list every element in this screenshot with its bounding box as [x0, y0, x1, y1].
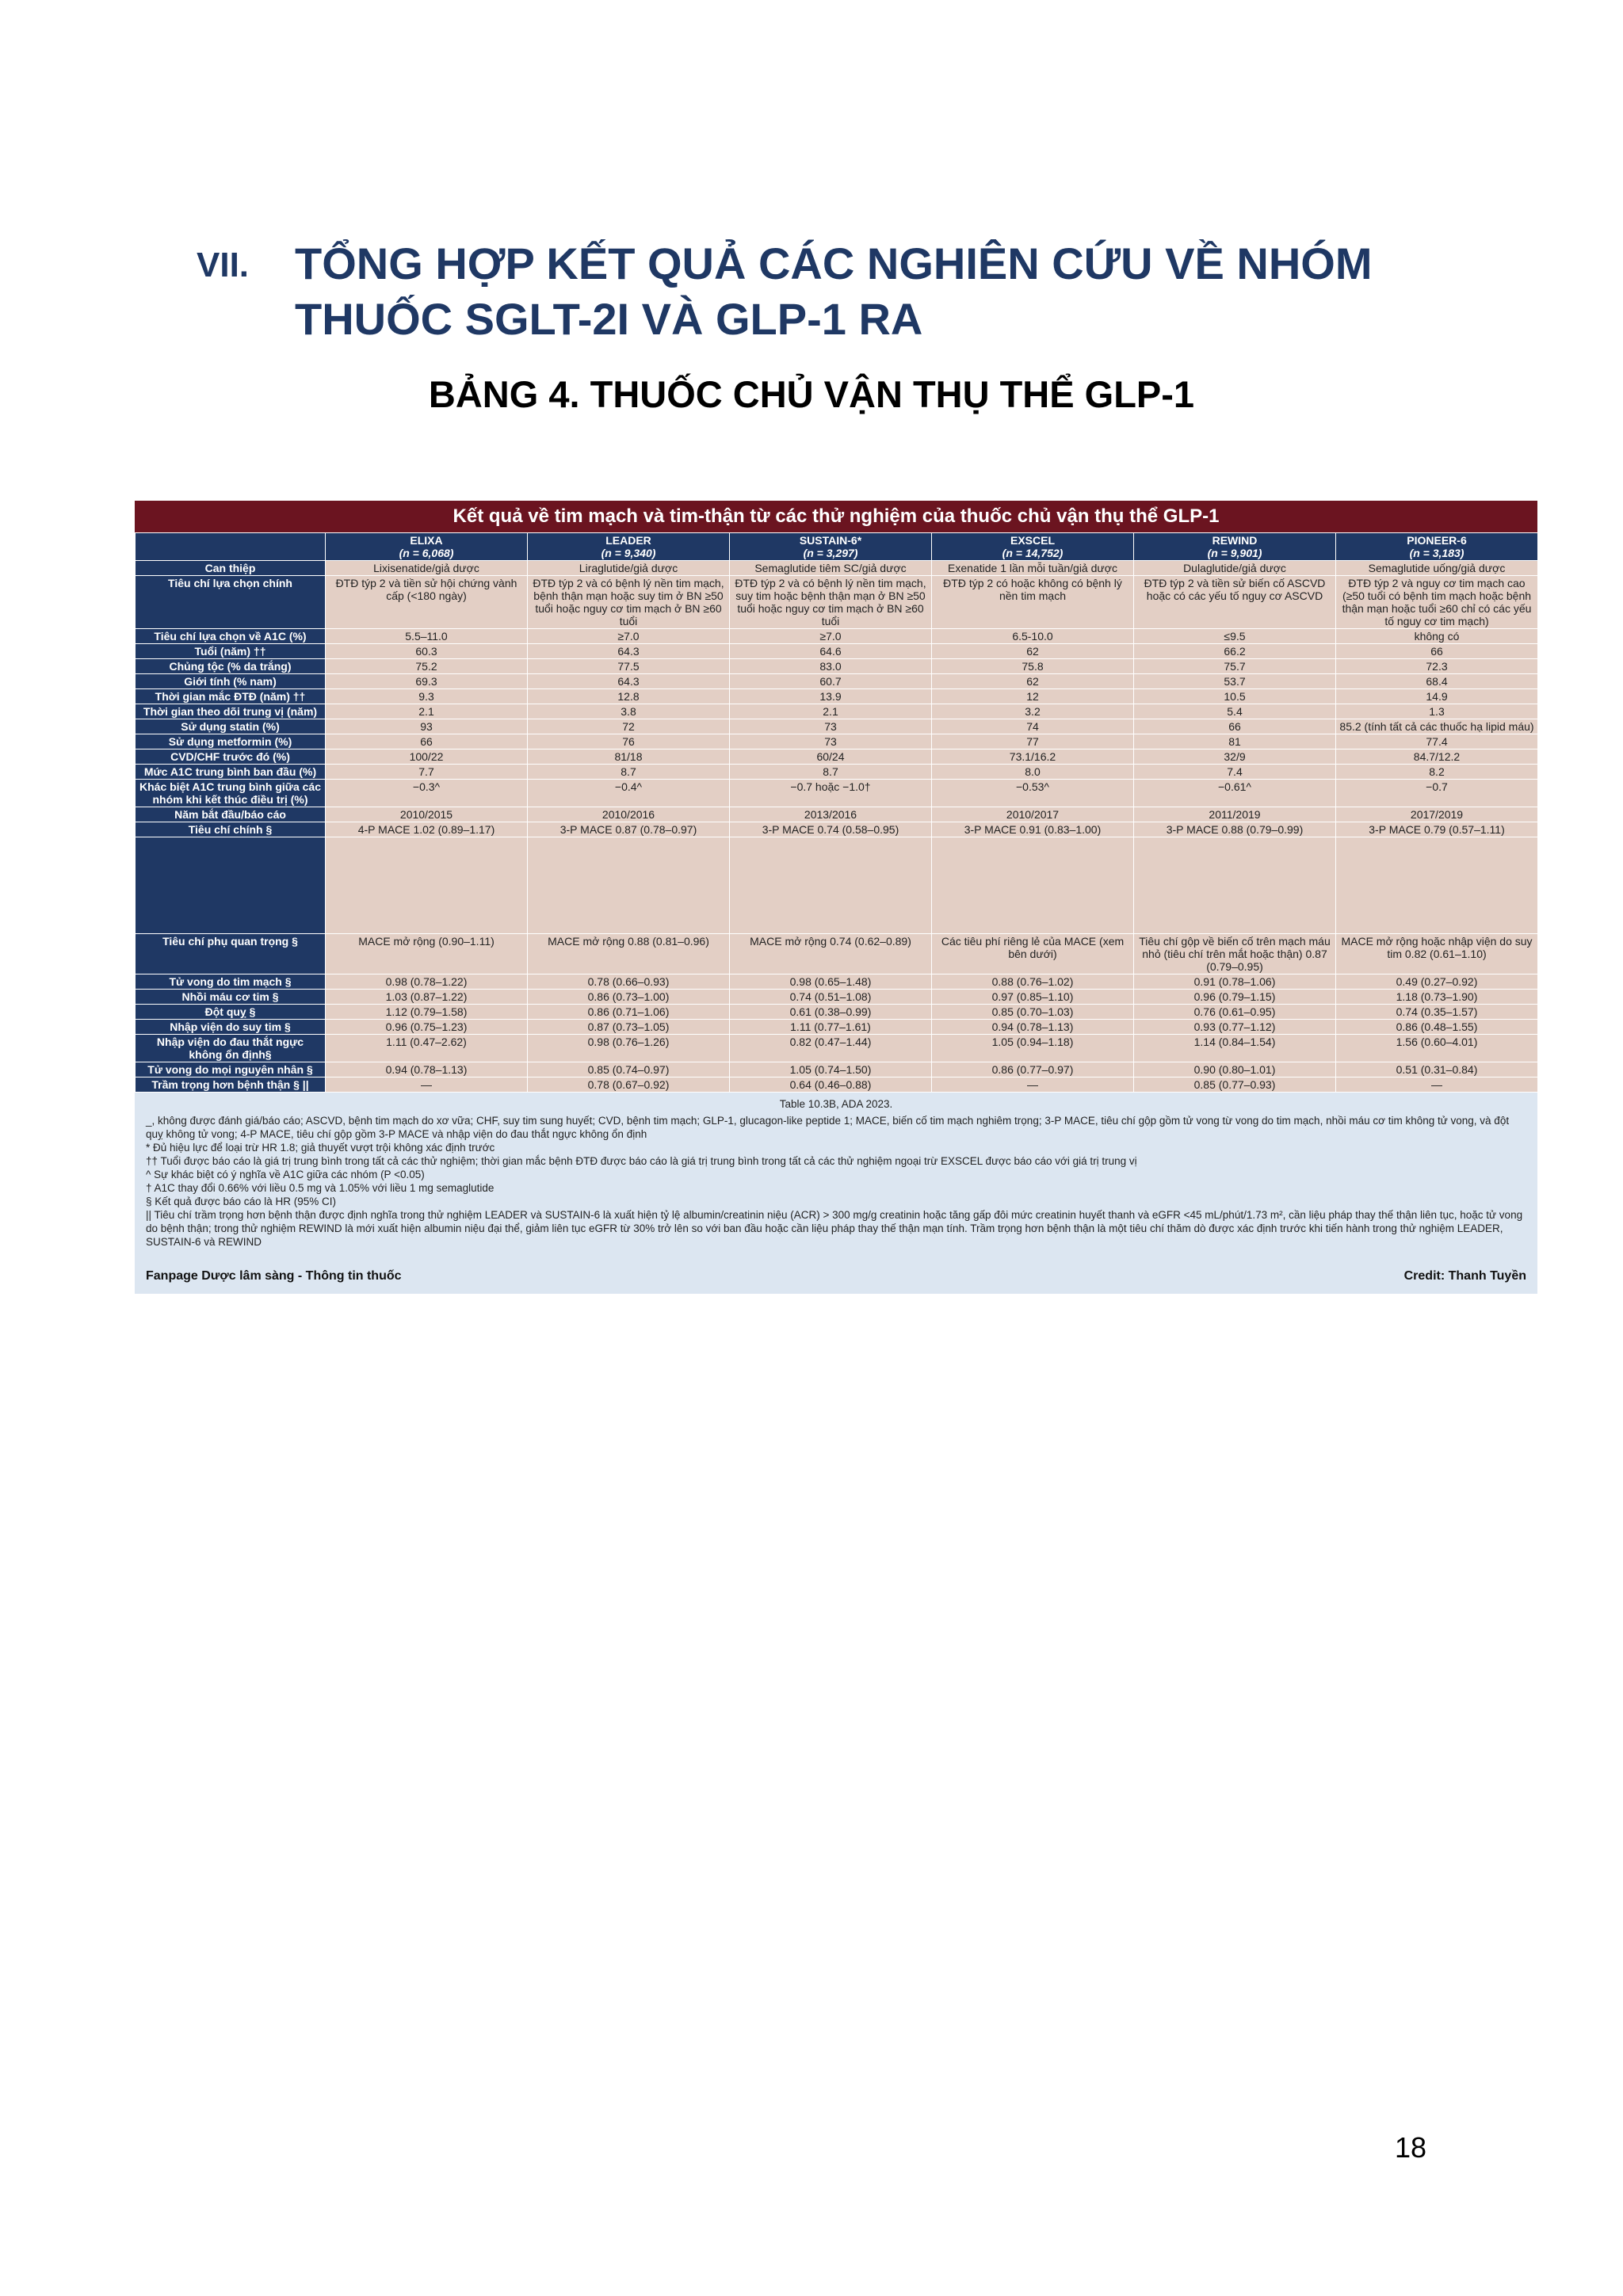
- table-cell: [528, 837, 730, 934]
- column-header: [1336, 533, 1538, 561]
- table-cell: [1134, 837, 1336, 934]
- table-cell: MACE mở rộng 0.88 (0.81–0.96): [528, 934, 730, 974]
- trial-n: (n = 14,752): [1002, 547, 1064, 559]
- table-cell: —: [932, 1077, 1134, 1093]
- row-label: Tử vong do mọi nguyên nhân §: [136, 1062, 326, 1077]
- table-cell: Semaglutide uống/giả dược: [1336, 561, 1538, 576]
- table-row: [136, 1035, 1538, 1062]
- table-cell: 53.7: [1134, 674, 1336, 689]
- row-label: Năm bắt đầu/báo cáo: [136, 807, 326, 822]
- table-cell: 2011/2019: [1134, 807, 1336, 822]
- table-cell: 64.6: [730, 644, 932, 659]
- table-source: Table 10.3B, ADA 2023.: [779, 1098, 893, 1110]
- table-cell: 2017/2019: [1336, 807, 1538, 822]
- table-cell: 2010/2015: [326, 807, 528, 822]
- table-cell: 81/18: [528, 749, 730, 765]
- table-cell: 0.51 (0.31–0.84): [1336, 1062, 1538, 1077]
- row-label: Giới tính (% nam): [136, 674, 326, 689]
- table-row: [136, 561, 1538, 576]
- table-cell: 5.4: [1134, 704, 1336, 719]
- results-grid: [135, 532, 1538, 1093]
- table-cell: 1.12 (0.79–1.58): [326, 1005, 528, 1020]
- row-label: Can thiệp: [136, 561, 326, 576]
- table-cell: 77.5: [528, 659, 730, 674]
- table-row: [136, 807, 1538, 822]
- table-row: [136, 749, 1538, 765]
- table-cell: ≥7.0: [730, 629, 932, 644]
- table-cell: 72.3: [1336, 659, 1538, 674]
- row-label: Đột quỵ §: [136, 1005, 326, 1020]
- table-cell: Semaglutide tiêm SC/giả dược: [730, 561, 932, 576]
- row-label: Khác biệt A1C trung bình giữa các nhóm khi kết thúc điều trị (%): [136, 780, 326, 807]
- table-cell: 83.0: [730, 659, 932, 674]
- table-cell: 72: [528, 719, 730, 734]
- row-label: Sử dụng metformin (%): [136, 734, 326, 749]
- table-cell: Exenatide 1 lần mỗi tuần/giả dược: [932, 561, 1134, 576]
- table-row: [136, 1020, 1538, 1035]
- column-header: [1134, 533, 1336, 561]
- table-cell: 3-P MACE 0.79 (0.57–1.11): [1336, 822, 1538, 837]
- table-cell: 3-P MACE 0.87 (0.78–0.97): [528, 822, 730, 837]
- row-label: Tiêu chí lựa chọn chính: [136, 576, 326, 629]
- row-label: Tiêu chí phụ quan trọng §: [136, 934, 326, 974]
- table-row: [136, 734, 1538, 749]
- header-corner: [136, 533, 326, 561]
- table-cell: 60/24: [730, 749, 932, 765]
- table-cell: 8.0: [932, 765, 1134, 780]
- table-row: [136, 659, 1538, 674]
- row-label: Nhập viện do suy tim §: [136, 1020, 326, 1035]
- table-row: [136, 719, 1538, 734]
- table-cell: −0.61^: [1134, 780, 1336, 807]
- trial-n: (n = 9,901): [1207, 547, 1262, 559]
- table-cell: 3-P MACE 0.88 (0.79–0.99): [1134, 822, 1336, 837]
- table-cell: 1.11 (0.47–2.62): [326, 1035, 528, 1062]
- table-cell: 0.98 (0.65–1.48): [730, 974, 932, 990]
- table-cell: Liraglutide/giả dược: [528, 561, 730, 576]
- table-cell: 0.94 (0.78–1.13): [326, 1062, 528, 1077]
- table-cell: 12.8: [528, 689, 730, 704]
- column-header-row: [136, 533, 1538, 561]
- table-cell: 74: [932, 719, 1134, 734]
- table-body: [136, 561, 1538, 1093]
- fanpage-label: Fanpage Dược lâm sàng - Thông tin thuốc: [146, 1269, 402, 1283]
- table-cell: Lixisenatide/giả dược: [326, 561, 528, 576]
- table-cell: 1.3: [1336, 704, 1538, 719]
- table-cell: 73.1/16.2: [932, 749, 1134, 765]
- page-number: 18: [1395, 2131, 1427, 2164]
- table-cell: 3-P MACE 0.74 (0.58–0.95): [730, 822, 932, 837]
- trial-n: (n = 3,183): [1409, 547, 1465, 559]
- table-cell: 0.91 (0.78–1.06): [1134, 974, 1336, 990]
- table-title: Kết quả về tim mạch và tim-thận từ các thử nghiệm của thuốc chủ vận thụ thể GLP-1: [135, 501, 1537, 532]
- row-label: Sử dụng statin (%): [136, 719, 326, 734]
- trial-name: PIONEER-6: [1407, 534, 1467, 547]
- table-row: [136, 1062, 1538, 1077]
- table-cell: 81: [1134, 734, 1336, 749]
- table-cell: 1.14 (0.84–1.54): [1134, 1035, 1336, 1062]
- table-cell: ĐTĐ týp 2 và có bệnh lý nền tim mạch, suy tim hoặc bệnh thận mạn ở BN ≥50 tuổi hoặc nguy cơ tim mạch ở BN ≥60 tuổi: [730, 576, 932, 629]
- table-cell: 0.85 (0.70–1.03): [932, 1005, 1134, 1020]
- table-cell: 10.5: [1134, 689, 1336, 704]
- table-cell: −0.4^: [528, 780, 730, 807]
- table-cell: [730, 837, 932, 934]
- column-header: [730, 533, 932, 561]
- table-cell: 3.2: [932, 704, 1134, 719]
- column-header: [932, 533, 1134, 561]
- table-cell: 7.7: [326, 765, 528, 780]
- table-cell: —: [1336, 1077, 1538, 1093]
- glp1-results-table: [135, 501, 1537, 1294]
- table-cell: 0.96 (0.75–1.23): [326, 1020, 528, 1035]
- table-cell: 76: [528, 734, 730, 749]
- table-cell: 84.7/12.2: [1336, 749, 1538, 765]
- table-row: [136, 765, 1538, 780]
- trial-n: (n = 6,068): [399, 547, 454, 559]
- table-cell: 62: [932, 644, 1134, 659]
- row-label: Trầm trọng hơn bệnh thận § ||: [136, 1077, 326, 1093]
- table-cell: 0.86 (0.73–1.00): [528, 990, 730, 1005]
- table-row: [136, 689, 1538, 704]
- table-cell: 0.94 (0.78–1.13): [932, 1020, 1134, 1035]
- table-cell: 12: [932, 689, 1134, 704]
- trial-n: (n = 9,340): [601, 547, 656, 559]
- table-cell: —: [326, 1077, 528, 1093]
- row-label: Mức A1C trung bình ban đầu (%): [136, 765, 326, 780]
- table-cell: 0.86 (0.77–0.97): [932, 1062, 1134, 1077]
- table-cell: 60.3: [326, 644, 528, 659]
- table-cell: 0.88 (0.76–1.02): [932, 974, 1134, 990]
- note-line: || Tiêu chí trầm trọng hơn bệnh thận được định nghĩa trong thử nghiệm LEADER và SUSTAIN-6 là xuất hiện tỷ lệ albumin/creatinin niệu (ACR) > 300 mg/g creatinin hoặc tăng gấp đôi mức creatinin huyết thanh và eGFR <45 mL/phút/1.73 m², cần liệu pháp thay thế thận liên tục, hoặc tử vong do bệnh thận; trong thử nghiệm REWIND là mới xuất hiện albumin niệu đại thể, giảm liên tục eGFR từ 30% trở lên so với ban đầu hoặc cần liệu pháp thay thế thận mạn tính. Trầm trọng hơn bệnh thận là một tiêu chí thăm dò được xác định trước khi tiến hành trong thử nghiệm LEADER, SUSTAIN-6 và REWIND: [146, 1209, 1523, 1248]
- table-cell: 4-P MACE 1.02 (0.89–1.17): [326, 822, 528, 837]
- table-cell: 0.97 (0.85–1.10): [932, 990, 1134, 1005]
- table-cell: 9.3: [326, 689, 528, 704]
- table-row: [136, 837, 1538, 934]
- credit-label: Credit: Thanh Tuyền: [1403, 1269, 1526, 1283]
- table-cell: [326, 837, 528, 934]
- table-row: [136, 934, 1538, 974]
- table-cell: 1.05 (0.94–1.18): [932, 1035, 1134, 1062]
- table-cell: 6.5-10.0: [932, 629, 1134, 644]
- table-cell: Các tiêu phí riêng lẻ của MACE (xem bên dưới): [932, 934, 1134, 974]
- table-cell: 100/22: [326, 749, 528, 765]
- table-subtitle: BẢNG 4. THUỐC CHỦ VẬN THỤ THỂ GLP-1: [428, 373, 1195, 415]
- table-cell: 0.85 (0.74–0.97): [528, 1062, 730, 1077]
- table-cell: Tiêu chí gộp về biến cố trên mạch máu nhỏ (tiêu chí trên mắt hoặc thận) 0.87 (0.79–0.95): [1134, 934, 1336, 974]
- table-cell: 66: [326, 734, 528, 749]
- table-cell: −0.7 hoặc −1.0†: [730, 780, 932, 807]
- table-cell: ≥7.0: [528, 629, 730, 644]
- table-cell: 0.86 (0.71–1.06): [528, 1005, 730, 1020]
- table-cell: 1.05 (0.74–1.50): [730, 1062, 932, 1077]
- table-cell: 66: [1134, 719, 1336, 734]
- note-line: † A1C thay đổi 0.66% với liều 0.5 mg và 1.05% với liều 1 mg semaglutide: [146, 1182, 495, 1194]
- table-notes: [135, 1093, 1537, 1294]
- table-cell: 77: [932, 734, 1134, 749]
- section-title: TỔNG HỢP KẾT QUẢ CÁC NGHIÊN CỨU VỀ NHÓM THUỐC SGLT-2I VÀ GLP-1 RA: [295, 238, 1373, 344]
- table-cell: 0.93 (0.77–1.12): [1134, 1020, 1336, 1035]
- table-cell: MACE mở rộng (0.90–1.11): [326, 934, 528, 974]
- column-header: [326, 533, 528, 561]
- table-cell: không có: [1336, 629, 1538, 644]
- table-cell: −0.53^: [932, 780, 1134, 807]
- row-label: Thời gian theo dõi trung vị (năm): [136, 704, 326, 719]
- table-cell: 0.85 (0.77–0.93): [1134, 1077, 1336, 1093]
- table-cell: 8.7: [730, 765, 932, 780]
- table-cell: 60.7: [730, 674, 932, 689]
- table-cell: ĐTĐ týp 2 và tiền sử hội chứng vành cấp (<180 ngày): [326, 576, 528, 629]
- table-cell: ĐTĐ týp 2 và nguy cơ tim mạch cao (≥50 tuổi có bệnh tim mạch hoặc bệnh thận mạn hoặc tuổi ≥60 chỉ có các yếu tố nguy cơ tim mạch): [1336, 576, 1538, 629]
- table-cell: ĐTĐ týp 2 và tiền sử biến cố ASCVD hoặc có các yếu tố nguy cơ ASCVD: [1134, 576, 1336, 629]
- row-label: Tiêu chí chính §: [136, 822, 326, 837]
- table-cell: 14.9: [1336, 689, 1538, 704]
- section-number: VII.: [197, 246, 250, 284]
- column-header: [528, 533, 730, 561]
- table-cell: 0.87 (0.73–1.05): [528, 1020, 730, 1035]
- table-cell: ĐTĐ týp 2 và có bệnh lý nền tim mạch, bệnh thận mạn hoặc suy tim ở BN ≥50 tuổi hoặc nguy cơ tim mạch ở BN ≥60 tuổi: [528, 576, 730, 629]
- table-cell: 0.61 (0.38–0.99): [730, 1005, 932, 1020]
- table-cell: 73: [730, 719, 932, 734]
- note-line: § Kết quả được báo cáo là HR (95% CI): [146, 1196, 337, 1207]
- table-row: [136, 576, 1538, 629]
- table-cell: 66: [1336, 644, 1538, 659]
- trial-name: ELIXA: [410, 534, 443, 547]
- table-cell: 8.2: [1336, 765, 1538, 780]
- table-cell: 2010/2016: [528, 807, 730, 822]
- table-cell: 13.9: [730, 689, 932, 704]
- table-cell: 2.1: [730, 704, 932, 719]
- table-row: [136, 780, 1538, 807]
- table-cell: 3-P MACE 0.91 (0.83–1.00): [932, 822, 1134, 837]
- table-cell: 1.18 (0.73–1.90): [1336, 990, 1538, 1005]
- trial-name: EXSCEL: [1010, 534, 1055, 547]
- table-row: [136, 644, 1538, 659]
- table-row: [136, 990, 1538, 1005]
- trial-name: SUSTAIN-6*: [799, 534, 862, 547]
- table-cell: −0.7: [1336, 780, 1538, 807]
- table-cell: ≤9.5: [1134, 629, 1336, 644]
- table-cell: MACE mở rộng 0.74 (0.62–0.89): [730, 934, 932, 974]
- table-cell: 62: [932, 674, 1134, 689]
- table-cell: 66.2: [1134, 644, 1336, 659]
- table-cell: 64.3: [528, 644, 730, 659]
- table-row: [136, 822, 1538, 837]
- table-cell: 2010/2017: [932, 807, 1134, 822]
- note-line: * Đủ hiệu lực để loại trừ HR 1.8; giả thuyết vượt trội không xác định trước: [146, 1142, 495, 1154]
- table-cell: 75.8: [932, 659, 1134, 674]
- note-line: ^ Sự khác biệt có ý nghĩa về A1C giữa các nhóm (P <0.05): [146, 1169, 425, 1180]
- table-cell: 77.4: [1336, 734, 1538, 749]
- note-line: _, không được đánh giá/báo cáo; ASCVD, bệnh tim mạch do xơ vữa; CHF, suy tim sung huyết; CVD, bệnh tim mạch; GLP-1, glucagon-like peptide 1; MACE, biến cố tim mạch nghiêm trọng; 3-P MACE, tiêu chí gộp gồm tử vong từ vong do tim mạch, nhồi máu cơ tim không tử vong, và đột quỵ không tử vong; 4-P MACE, tiêu chí gộp gồm 3-P MACE và nhập viện do đau thắt ngực không ổn định: [146, 1115, 1510, 1140]
- row-label: Thời gian mắc ĐTĐ (năm) ††: [136, 689, 326, 704]
- table-cell: 0.78 (0.66–0.93): [528, 974, 730, 990]
- table-cell: 69.3: [326, 674, 528, 689]
- table-cell: 32/9: [1134, 749, 1336, 765]
- row-label: Tử vong do tim mạch §: [136, 974, 326, 990]
- table-cell: 0.86 (0.48–1.55): [1336, 1020, 1538, 1035]
- table-row: [136, 629, 1538, 644]
- table-cell: 2013/2016: [730, 807, 932, 822]
- table-cell: 75.7: [1134, 659, 1336, 674]
- notes-footer: [146, 1269, 1526, 1283]
- row-label: Chủng tộc (% da trắng): [136, 659, 326, 674]
- table-cell: [932, 837, 1134, 934]
- table-row: [136, 1005, 1538, 1020]
- trial-name: REWIND: [1212, 534, 1258, 547]
- table-cell: 1.11 (0.77–1.61): [730, 1020, 932, 1035]
- table-cell: 1.56 (0.60–4.01): [1336, 1035, 1538, 1062]
- table-row: [136, 974, 1538, 990]
- table-cell: 1.03 (0.87–1.22): [326, 990, 528, 1005]
- row-label: [136, 837, 326, 934]
- table-cell: 0.90 (0.80–1.01): [1134, 1062, 1336, 1077]
- table-cell: [1336, 837, 1538, 934]
- table-cell: 0.76 (0.61–0.95): [1134, 1005, 1336, 1020]
- table-cell: 75.2: [326, 659, 528, 674]
- table-cell: ĐTĐ týp 2 có hoặc không có bệnh lý nền tim mạch: [932, 576, 1134, 629]
- table-cell: 3.8: [528, 704, 730, 719]
- row-label: Tuổi (năm) ††: [136, 644, 326, 659]
- table-row: [136, 1077, 1538, 1093]
- table-cell: 0.98 (0.76–1.26): [528, 1035, 730, 1062]
- table-cell: −0.3^: [326, 780, 528, 807]
- note-line: †† Tuổi được báo cáo là giá trị trung bình trong tất cả các thử nghiệm; thời gian mắc bệnh ĐTĐ được báo cáo là giá trị trung bình trong tất cả các thử nghiệm ngoại trừ EXSCEL được báo cáo với giá trị trung vị: [146, 1155, 1137, 1167]
- table-cell: 64.3: [528, 674, 730, 689]
- trial-name: LEADER: [605, 534, 651, 547]
- table-row: [136, 674, 1538, 689]
- row-label: Nhập viện do đau thắt ngực không ổn định§: [136, 1035, 326, 1062]
- table-cell: 0.78 (0.67–0.92): [528, 1077, 730, 1093]
- row-label: CVD/CHF trước đó (%): [136, 749, 326, 765]
- table-cell: 68.4: [1336, 674, 1538, 689]
- table-cell: 0.74 (0.35–1.57): [1336, 1005, 1538, 1020]
- table-cell: 0.98 (0.78–1.22): [326, 974, 528, 990]
- table-cell: 2.1: [326, 704, 528, 719]
- table-cell: 0.49 (0.27–0.92): [1336, 974, 1538, 990]
- table-cell: 0.74 (0.51–1.08): [730, 990, 932, 1005]
- table-cell: 0.82 (0.47–1.44): [730, 1035, 932, 1062]
- table-cell: 0.64 (0.46–0.88): [730, 1077, 932, 1093]
- table-cell: 0.96 (0.79–1.15): [1134, 990, 1336, 1005]
- table-cell: 73: [730, 734, 932, 749]
- table-cell: 7.4: [1134, 765, 1336, 780]
- trial-n: (n = 3,297): [803, 547, 858, 559]
- table-cell: MACE mở rộng hoặc nhập viện do suy tim 0.82 (0.61–1.10): [1336, 934, 1538, 974]
- row-label: Tiêu chí lựa chọn về A1C (%): [136, 629, 326, 644]
- table-cell: 93: [326, 719, 528, 734]
- table-row: [136, 704, 1538, 719]
- table-cell: 85.2 (tính tất cả các thuốc hạ lipid máu): [1336, 719, 1538, 734]
- table-cell: 8.7: [528, 765, 730, 780]
- table-cell: Dulaglutide/giả dược: [1134, 561, 1336, 576]
- row-label: Nhồi máu cơ tim §: [136, 990, 326, 1005]
- table-cell: 5.5–11.0: [326, 629, 528, 644]
